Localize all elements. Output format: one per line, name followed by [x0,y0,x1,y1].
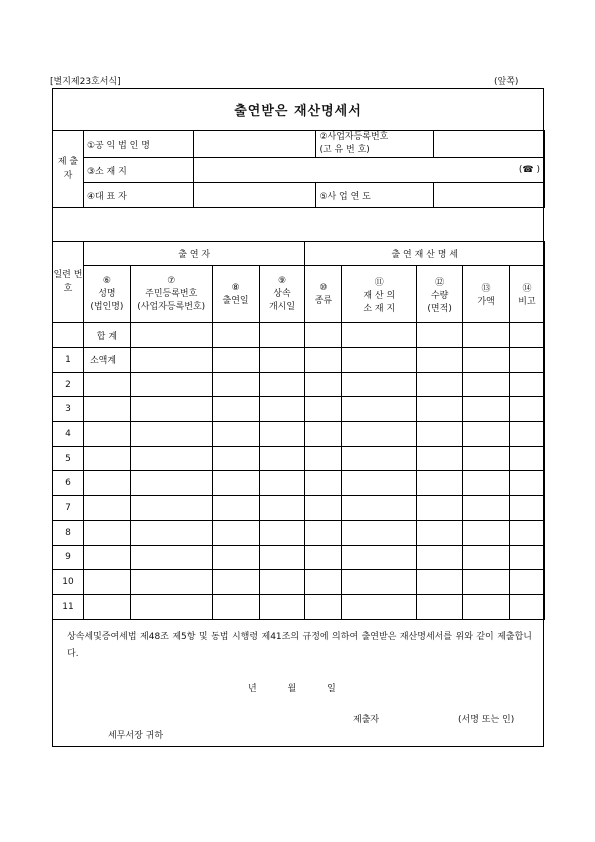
table-cell[interactable] [463,520,510,545]
table-cell[interactable] [259,422,305,447]
table-cell[interactable] [463,496,510,521]
table-cell[interactable] [259,594,305,619]
table-cell[interactable] [212,520,259,545]
table-cell[interactable] [463,446,510,471]
table-cell[interactable] [130,446,212,471]
table-cell[interactable] [417,422,463,447]
table-cell[interactable] [212,594,259,619]
row-number: 2 [53,372,84,397]
table-cell[interactable] [342,520,417,545]
table-cell[interactable] [130,422,212,447]
submitter-section-label: 제 출 자 [53,131,84,208]
table-row [53,372,545,397]
table-cell[interactable] [259,471,305,496]
table-cell[interactable] [509,594,544,619]
table-cell[interactable] [259,397,305,422]
submitter-label: 제출자 [353,715,380,725]
table-cell[interactable] [83,471,130,496]
label-biz-reg-no-line2: (고 유 번 호) [319,145,370,155]
table-cell[interactable] [509,496,544,521]
table-cell[interactable] [212,397,259,422]
declaration-text: 상속세및증여세법 제48조 제5항 및 동법 시행령 제41조의 규정에 의하여 출연받은 재산명세서를 위와 같이 제출합니다. [67,632,532,659]
table-cell[interactable] [259,520,305,545]
table-row [53,471,545,496]
table-cell[interactable] [259,446,305,471]
table-row [53,422,545,447]
table-cell[interactable] [305,422,342,447]
row-number: 9 [53,545,84,570]
table-cell[interactable] [417,397,463,422]
table-cell[interactable] [83,520,130,545]
table-cell[interactable] [463,348,510,373]
submitter-table [52,130,545,208]
table-cell[interactable] [83,397,130,422]
table-cell[interactable] [342,348,417,373]
table-cell[interactable] [212,545,259,570]
table-cell[interactable] [509,446,544,471]
table-cell[interactable] [130,545,212,570]
field-biz-reg-no[interactable] [434,131,545,158]
tax-office-addressee: 세무서장 귀하 [108,731,164,741]
column-header-row [53,266,545,323]
table-cell[interactable] [509,570,544,595]
table-cell[interactable] [342,397,417,422]
table-cell[interactable] [305,594,342,619]
table-cell[interactable] [130,496,212,521]
table-cell[interactable] [417,496,463,521]
table-cell[interactable] [212,496,259,521]
row-number: 6 [53,471,84,496]
table-row [53,446,545,471]
table-cell[interactable] [212,348,259,373]
field-business-year[interactable] [434,183,545,208]
table-cell[interactable] [417,372,463,397]
table-cell[interactable] [463,422,510,447]
table-cell[interactable] [417,348,463,373]
table-cell[interactable] [130,348,212,373]
label-biz-reg-no-line1: ②사업자등록번호 [319,132,389,142]
field-org-name[interactable] [193,131,316,158]
total-row [53,323,545,348]
table-cell[interactable] [130,594,212,619]
table-cell[interactable] [212,446,259,471]
table-cell[interactable] [463,372,510,397]
table-cell[interactable] [509,397,544,422]
label-representative: ④대 표 자 [83,183,193,208]
table-row [53,397,545,422]
table-cell[interactable] [509,545,544,570]
table-cell[interactable] [305,446,342,471]
row-number: 3 [53,397,84,422]
table-cell[interactable] [305,348,342,373]
table-cell[interactable] [212,372,259,397]
table-cell[interactable] [417,520,463,545]
col-header: ⑥ 성명 (법인명) [83,266,130,323]
table-cell[interactable] [259,545,305,570]
table-cell[interactable] [342,545,417,570]
col-header: ⑦ 주민등록번호 (사업자등록번호) [130,266,212,323]
table-cell[interactable] [83,545,130,570]
table-row [53,348,545,373]
table-cell[interactable] [463,397,510,422]
col-header: ⑧ 출연일 [212,266,259,323]
table-cell[interactable] [130,372,212,397]
table-cell[interactable] [83,594,130,619]
table-cell[interactable] [83,570,130,595]
subtotal-label: 소액계 [83,348,130,373]
table-cell[interactable] [342,471,417,496]
table-cell[interactable] [463,594,510,619]
total-label: 합 계 [83,323,130,348]
table-cell[interactable] [417,446,463,471]
label-org-name: ①공 익 법 인 명 [83,131,193,158]
table-cell[interactable] [259,496,305,521]
row-number: 11 [53,594,84,619]
table-cell[interactable] [342,372,417,397]
table-cell[interactable] [83,422,130,447]
table-row [53,496,545,521]
field-representative[interactable] [193,183,316,208]
table-cell[interactable] [417,570,463,595]
table-cell[interactable] [212,422,259,447]
field-location[interactable] [193,158,544,183]
date-line: 년 월 일 [248,684,336,694]
table-row [53,594,545,619]
table-cell[interactable] [130,570,212,595]
table-cell[interactable] [509,520,544,545]
table-cell[interactable] [259,570,305,595]
row-number: 7 [53,496,84,521]
table-cell[interactable] [509,471,544,496]
table-cell[interactable] [417,471,463,496]
table-cell[interactable] [417,545,463,570]
table-row [53,545,545,570]
col-header: ⑭ 비고 [509,266,544,323]
form-number: [별지제23호서식] [50,77,121,87]
table-cell[interactable] [463,570,510,595]
table-row [53,570,545,595]
table-cell[interactable] [305,570,342,595]
table-cell[interactable] [342,570,417,595]
table-cell[interactable] [83,372,130,397]
table-cell[interactable] [305,397,342,422]
table-cell[interactable] [509,372,544,397]
form-frame [52,88,544,747]
col-header: ⑫ 수량 (면적) [417,266,463,323]
row-number: 1 [53,348,84,373]
declaration-footer [53,619,543,747]
table-cell[interactable] [509,348,544,373]
table-cell[interactable] [342,496,417,521]
page-side-label: (앞쪽) [494,77,519,87]
table-cell[interactable] [130,471,212,496]
table-cell[interactable] [463,545,510,570]
signature-label: (서명 또는 인) [458,715,515,725]
table-cell[interactable] [305,545,342,570]
table-cell[interactable] [463,471,510,496]
property-group-header: 출 연 재 산 명 세 [305,242,545,266]
table-cell[interactable] [509,422,544,447]
col-header: ⑬ 가액 [463,266,510,323]
label-location: ③소 재 지 [83,158,193,183]
label-business-year: ⑤사 업 연 도 [316,183,434,208]
table-row [53,520,545,545]
donor-group-header: 출 연 자 [83,242,305,266]
row-number: 5 [53,446,84,471]
table-cell[interactable] [130,397,212,422]
form-title: 출연받은 재산명세서 [53,89,543,131]
table-cell[interactable] [305,372,342,397]
row-number: 8 [53,520,84,545]
table-cell[interactable] [130,520,212,545]
col-header: ⑨ 상속 개시일 [259,266,305,323]
table-cell[interactable] [259,372,305,397]
serial-header: 일련 번호 [53,242,84,323]
table-cell[interactable] [305,520,342,545]
table-cell[interactable] [212,570,259,595]
table-cell[interactable] [212,471,259,496]
col-header: ⑩ 종류 [305,266,342,323]
row-number: 4 [53,422,84,447]
label-biz-reg-no [316,131,434,158]
table-cell[interactable] [259,348,305,373]
table-cell[interactable] [305,496,342,521]
table-cell[interactable] [342,422,417,447]
row-number: 10 [53,570,84,595]
table-cell[interactable] [342,446,417,471]
table-cell[interactable] [83,496,130,521]
table-cell[interactable] [305,471,342,496]
col-header: ⑪ 재 산 의 소 재 지 [342,266,417,323]
table-cell[interactable] [83,446,130,471]
table-cell[interactable] [417,594,463,619]
phone-icon: (☎ ) [518,165,540,175]
property-table [52,241,545,620]
table-cell[interactable] [342,594,417,619]
